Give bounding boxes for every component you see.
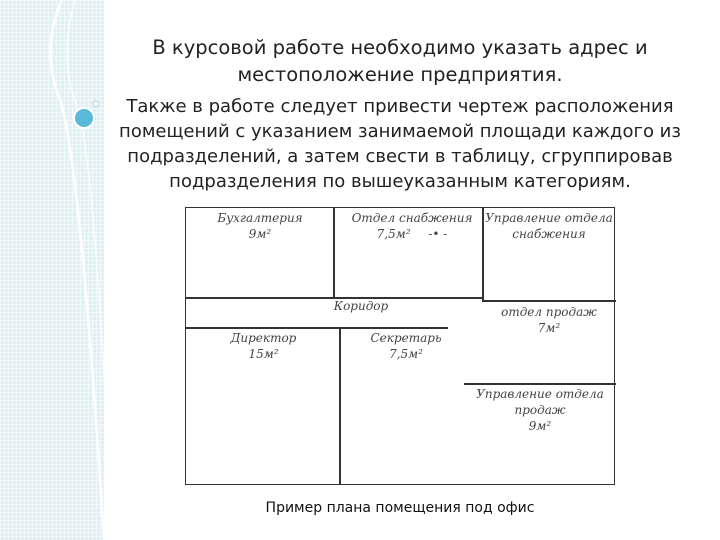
room-name: Отдел снабжения [351,211,473,225]
room-sales-management [466,386,614,434]
room-supply [344,210,480,242]
paragraph-line: подразделения по вышеуказанным категориям. [169,171,631,192]
room-area: 9м² [248,227,272,241]
room-name: Бухгалтерия [217,211,303,225]
office-floor-plan [185,207,615,485]
decorative-dot [93,101,99,107]
room-secretary [346,330,466,362]
room-name: Директор [230,331,297,345]
heading-line: местоположение предприятия. [237,63,563,86]
heading-line: В курсовой работе необходимо указать адрес и [152,36,648,59]
decorative-curves [0,0,130,540]
room-area: 7,5м² [376,227,411,241]
slide-heading [120,34,680,88]
decorative-curve [67,0,112,540]
wall-supply-mgmt-bottom [482,300,616,302]
room-area: 7м² [537,321,561,335]
room-area: 7,5м² [389,347,423,361]
room-name: Коридор [333,299,389,313]
room-name-line: Управление отдела [485,211,613,225]
room-accounting [190,210,330,242]
slide-paragraph [112,94,688,194]
room-name: Секретарь [370,331,442,345]
room-name-line: продаж [514,403,566,417]
decorative-bubble [74,108,94,128]
wall-accounting-supply [333,208,335,298]
room-area: 9м² [528,419,552,433]
room-supply-management [484,210,614,242]
wall-director-secretary [339,327,341,485]
room-director [196,330,331,362]
room-sales [484,304,614,336]
wall-sales-mgmt-top [464,383,616,385]
wall-corridor-bottom [186,327,448,329]
room-area: 15м² [248,347,279,361]
paragraph-line: Также в работе следует привести чертеж расположения [126,96,674,117]
room-name: отдел продаж [501,305,597,319]
decorative-curve [50,0,104,540]
room-area-line [344,226,480,242]
room-corridor [286,298,436,314]
room-name-line: Управление отдела [476,387,604,401]
paragraph-line: подразделений, а затем свести в таблицу, сгруппировав [127,146,673,167]
room-name-line: снабжения [512,227,586,241]
paragraph-line: помещений с указанием занимаемой площади каждого из [119,121,681,142]
door-mark: -• - [428,227,448,241]
plan-caption: Пример плана помещения под офис [265,500,535,516]
